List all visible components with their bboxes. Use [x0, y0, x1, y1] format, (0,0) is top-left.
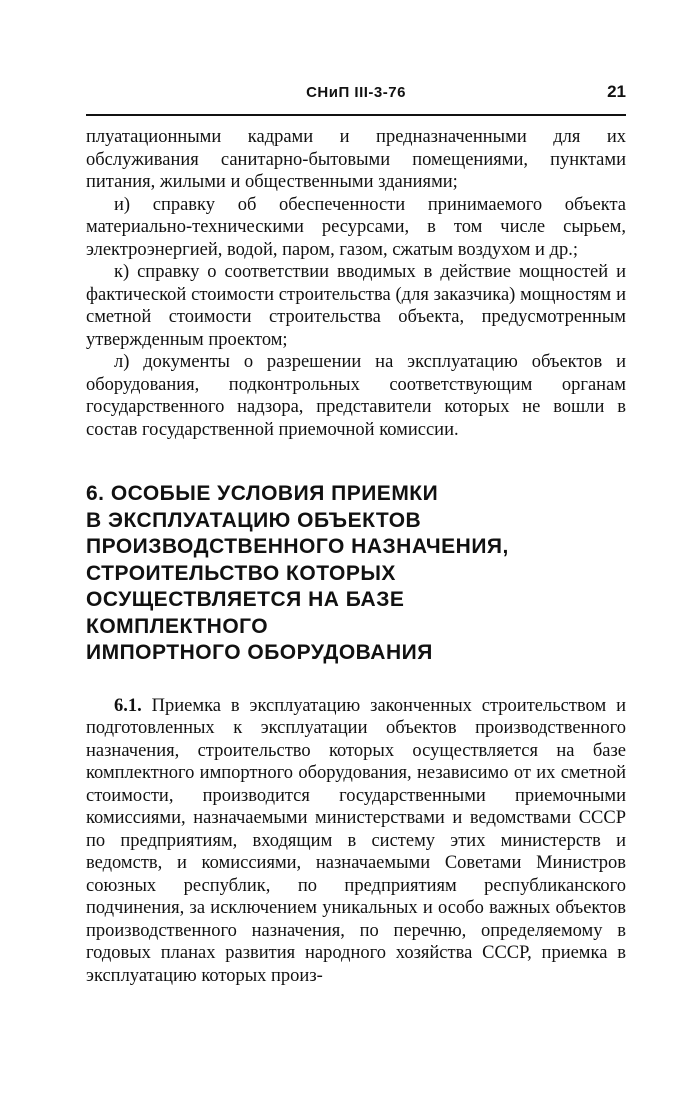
running-header	[86, 78, 626, 108]
section-heading-line: ИМПОРТНОГО ОБОРУДОВАНИЯ	[86, 641, 433, 664]
body-text	[86, 126, 626, 441]
document-code: СНиП III-3-76	[306, 84, 406, 101]
paragraph-6-1	[86, 695, 626, 988]
page-number: 21	[607, 82, 626, 101]
paragraph-number: 6.1.	[114, 695, 142, 716]
section-heading-line: 6. ОСОБЫЕ УСЛОВИЯ ПРИЕМКИ	[86, 482, 439, 505]
paragraph-item-i: и) справку об обеспеченности принимаемого объекта материально-техническими ресурсами, в том числе сырьем, электроэнергией, водой, паром, газом, сжатым воздухом и др.;	[86, 194, 626, 260]
section-heading-line: В ЭКСПЛУАТАЦИЮ ОБЪЕКТОВ	[86, 508, 422, 532]
section-heading-line: ОСУЩЕСТВЛЯЕТСЯ НА БАЗЕ	[86, 588, 405, 611]
section-heading	[86, 481, 626, 667]
header-rule	[86, 114, 626, 116]
document-page	[86, 78, 626, 987]
paragraph-item-l: л) документы о разрешении на эксплуатацию объектов и оборудования, подконтрольных соответствующим органам государственного надзора, представители которых не вошли в состав государственной приемочной комиссии.	[86, 352, 626, 440]
paragraph-item-k: к) справку о соответствии вводимых в действие мощностей и фактической стоимости строительства (для заказчика) мощностям и сметной стоимости строительства объекта, предусмотренным утвержденным проектом;	[86, 262, 626, 350]
section-heading-line: ПРОИЗВОДСТВЕННОГО НАЗНАЧЕНИЯ,	[86, 535, 509, 558]
section-heading-line: СТРОИТЕЛЬСТВО КОТОРЫХ	[86, 561, 396, 585]
paragraph-continuation: плуатационными кадрами и предназначенными для их обслуживания санитарно-бытовыми помещениями, пунктами питания, жилыми и общественными зданиями;	[86, 127, 626, 192]
paragraph-6-1-text: Приемка в эксплуатацию законченных строительством и подготовленных к эксплуатации объектов производственного назначения, строительство которых осуществляется на базе комплектного импортного оборудования, независимо от их сметной стоимости, производится государственными приемочными комиссиями, назначаемыми министерствами и ведомствами СССР по предприятиям, входящим в систему этих министерств и ведомств, и комиссиями, назначаемыми Советами Министров союзных республик, по предприятиям республиканского подчинения, за исключением уникальных и особо важных объектов производственного назначения, по перечню, определяемому в годовых планах развития народного хозяйства СССР, приемка в эксплуатацию которых произ-	[86, 695, 626, 986]
section-heading-line: КОМПЛЕКТНОГО	[86, 614, 269, 638]
